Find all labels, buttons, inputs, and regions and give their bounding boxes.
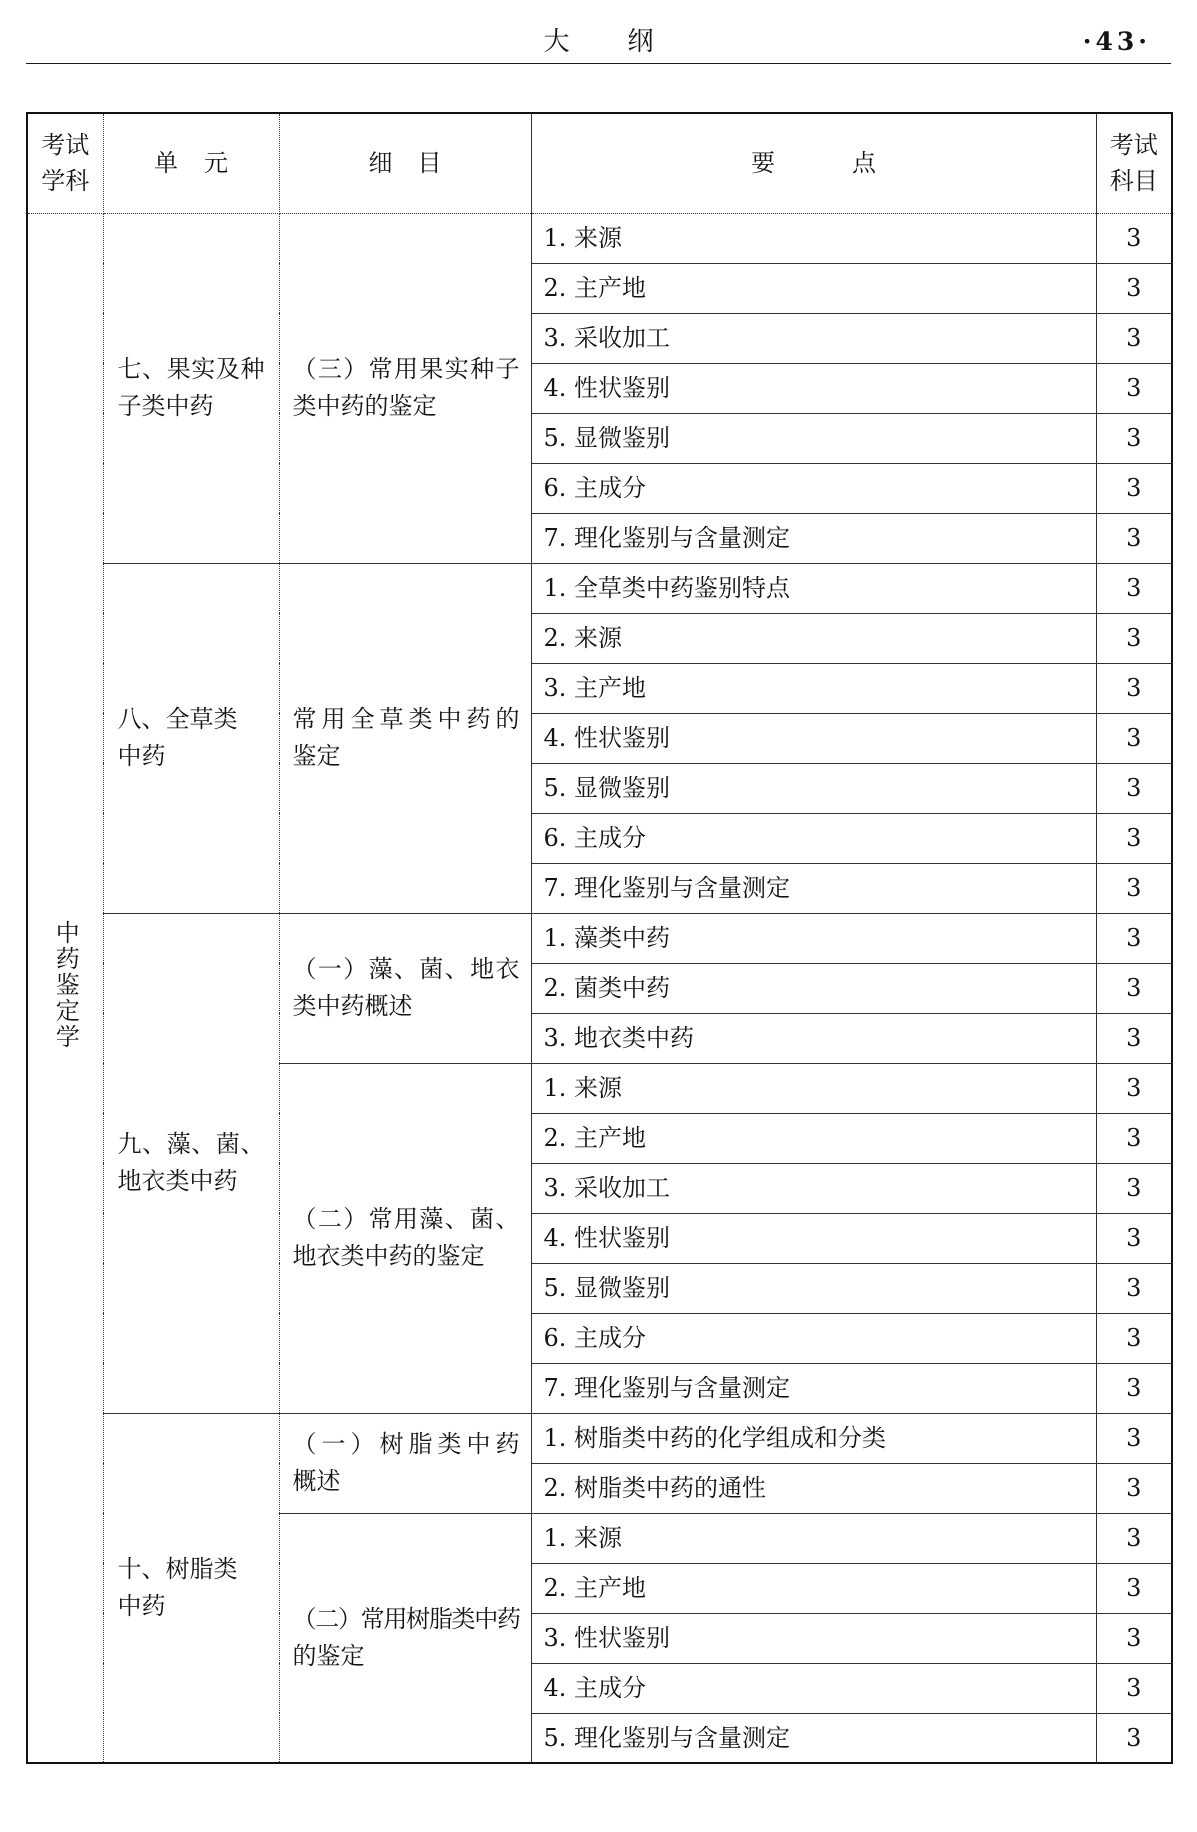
key-point: 4. 性状鉴别 bbox=[531, 363, 1096, 413]
column-header-exam-label: 考试科目 bbox=[1109, 131, 1158, 196]
exam-subject-value: 3 bbox=[1096, 1613, 1172, 1663]
key-point: 6. 主成分 bbox=[531, 1313, 1096, 1363]
key-point: 3. 性状鉴别 bbox=[531, 1613, 1096, 1663]
column-header-unit-label: 单元 bbox=[154, 149, 254, 178]
column-header-detail-label: 细目 bbox=[368, 149, 467, 178]
unit-name-line: 十、树脂类 bbox=[117, 1554, 238, 1583]
syllabus-table bbox=[26, 112, 1173, 1764]
exam-subject-value: 3 bbox=[1096, 1263, 1172, 1313]
key-point: 2. 主产地 bbox=[531, 263, 1096, 313]
exam-subject-value: 3 bbox=[1096, 713, 1172, 763]
page-title bbox=[26, 26, 1171, 58]
key-point: 3. 采收加工 bbox=[531, 313, 1096, 363]
key-point: 5. 显微鉴别 bbox=[531, 763, 1096, 813]
detail-name-line: （一）藻、菌、地衣 bbox=[292, 955, 520, 983]
table-body bbox=[27, 213, 1172, 1763]
exam-subject-value: 3 bbox=[1096, 313, 1172, 363]
key-point: 3. 地衣类中药 bbox=[531, 1013, 1096, 1063]
detail-name-line: （三）常用果实种子 bbox=[292, 355, 520, 383]
exam-subject-value: 3 bbox=[1096, 1163, 1172, 1213]
key-point: 6. 主成分 bbox=[531, 813, 1096, 863]
table-row bbox=[27, 913, 1172, 963]
exam-subject-value: 3 bbox=[1096, 763, 1172, 813]
detail-cell bbox=[279, 1513, 531, 1763]
detail-cell bbox=[279, 563, 531, 913]
unit-cell bbox=[103, 913, 279, 1413]
table-row bbox=[27, 1413, 1172, 1463]
exam-subject-value: 3 bbox=[1096, 813, 1172, 863]
unit-name-line: 子类中药 bbox=[117, 392, 214, 420]
unit-cell bbox=[103, 1413, 279, 1763]
exam-subject-value: 3 bbox=[1096, 1313, 1172, 1363]
key-point: 1. 全草类中药鉴别特点 bbox=[531, 563, 1096, 613]
exam-subject-value: 3 bbox=[1096, 363, 1172, 413]
unit-name-line: 地衣类中药 bbox=[117, 1167, 238, 1195]
page-header bbox=[26, 0, 1171, 64]
detail-name-line: 类中药概述 bbox=[292, 992, 413, 1020]
subject-cell bbox=[27, 213, 103, 1763]
unit-cell bbox=[103, 213, 279, 563]
column-header-points bbox=[531, 113, 1096, 213]
key-point: 5. 显微鉴别 bbox=[531, 413, 1096, 463]
key-point: 3. 采收加工 bbox=[531, 1163, 1096, 1213]
unit-cell bbox=[103, 563, 279, 913]
key-point: 4. 性状鉴别 bbox=[531, 713, 1096, 763]
key-point: 2. 树脂类中药的通性 bbox=[531, 1463, 1096, 1513]
table-row bbox=[27, 213, 1172, 263]
table-head bbox=[27, 113, 1172, 213]
exam-subject-value: 3 bbox=[1096, 513, 1172, 563]
exam-subject-value: 3 bbox=[1096, 1513, 1172, 1563]
column-header-detail bbox=[279, 113, 531, 213]
column-header-exam bbox=[1096, 113, 1172, 213]
detail-cell bbox=[279, 213, 531, 563]
key-point: 7. 理化鉴别与含量测定 bbox=[531, 513, 1096, 563]
exam-subject-value: 3 bbox=[1096, 213, 1172, 263]
detail-cell bbox=[279, 913, 531, 1063]
page-number: ·43· bbox=[1082, 27, 1151, 56]
key-point: 2. 菌类中药 bbox=[531, 963, 1096, 1013]
exam-subject-value: 3 bbox=[1096, 1713, 1172, 1763]
exam-subject-value: 3 bbox=[1096, 1013, 1172, 1063]
detail-name-line: 鉴定 bbox=[292, 742, 341, 770]
exam-subject-value: 3 bbox=[1096, 663, 1172, 713]
unit-name-line: 中药 bbox=[117, 742, 166, 770]
key-point: 1. 树脂类中药的化学组成和分类 bbox=[531, 1413, 1096, 1463]
unit-name-line: 中药 bbox=[117, 1591, 166, 1620]
unit-name-line: 八、全草类 bbox=[117, 705, 238, 733]
column-header-points-label: 要点 bbox=[751, 149, 953, 178]
exam-subject-value: 3 bbox=[1096, 1063, 1172, 1113]
unit-name-line: 七、果实及种 bbox=[117, 355, 265, 383]
detail-name-line: （二）常用树脂类中药 bbox=[292, 1604, 520, 1633]
key-point: 5. 理化鉴别与含量测定 bbox=[531, 1713, 1096, 1763]
detail-name-line: （二）常用藻、菌、 bbox=[292, 1205, 520, 1233]
key-point: 2. 主产地 bbox=[531, 1113, 1096, 1163]
key-point: 7. 理化鉴别与含量测定 bbox=[531, 1363, 1096, 1413]
page-title-text: 大纲 bbox=[543, 27, 712, 57]
key-point: 1. 来源 bbox=[531, 1513, 1096, 1563]
key-point: 2. 来源 bbox=[531, 613, 1096, 663]
detail-name-line: 地衣类中药的鉴定 bbox=[292, 1242, 485, 1270]
exam-subject-value: 3 bbox=[1096, 1663, 1172, 1713]
exam-subject-value: 3 bbox=[1096, 863, 1172, 913]
exam-subject-value: 3 bbox=[1096, 463, 1172, 513]
key-point: 1. 来源 bbox=[531, 213, 1096, 263]
key-point: 3. 主产地 bbox=[531, 663, 1096, 713]
detail-name-line: 常用全草类中药的 bbox=[292, 705, 520, 733]
unit-name-line: 九、藻、菌、 bbox=[117, 1130, 265, 1158]
exam-subject-value: 3 bbox=[1096, 1463, 1172, 1513]
key-point: 4. 主成分 bbox=[531, 1663, 1096, 1713]
subject-name: 中药鉴定学 bbox=[51, 919, 80, 1050]
column-header-subject-label: 考试学科 bbox=[41, 131, 90, 196]
exam-subject-value: 3 bbox=[1096, 1213, 1172, 1263]
detail-cell bbox=[279, 1413, 531, 1513]
detail-name-line: （一）树脂类中药 bbox=[292, 1430, 520, 1458]
key-point: 4. 性状鉴别 bbox=[531, 1213, 1096, 1263]
exam-subject-value: 3 bbox=[1096, 413, 1172, 463]
key-point: 6. 主成分 bbox=[531, 463, 1096, 513]
exam-subject-value: 3 bbox=[1096, 1563, 1172, 1613]
detail-cell bbox=[279, 1063, 531, 1413]
exam-subject-value: 3 bbox=[1096, 1413, 1172, 1463]
exam-subject-value: 3 bbox=[1096, 1363, 1172, 1413]
table-row bbox=[27, 563, 1172, 613]
key-point: 1. 藻类中药 bbox=[531, 913, 1096, 963]
detail-name-line: 类中药的鉴定 bbox=[292, 392, 437, 420]
exam-subject-value: 3 bbox=[1096, 913, 1172, 963]
detail-name-line: 的鉴定 bbox=[292, 1641, 365, 1670]
exam-subject-value: 3 bbox=[1096, 963, 1172, 1013]
column-header-unit bbox=[103, 113, 279, 213]
exam-subject-value: 3 bbox=[1096, 263, 1172, 313]
key-point: 7. 理化鉴别与含量测定 bbox=[531, 863, 1096, 913]
exam-subject-value: 3 bbox=[1096, 1113, 1172, 1163]
column-header-subject bbox=[27, 113, 103, 213]
key-point: 1. 来源 bbox=[531, 1063, 1096, 1113]
exam-subject-value: 3 bbox=[1096, 563, 1172, 613]
key-point: 5. 显微鉴别 bbox=[531, 1263, 1096, 1313]
exam-subject-value: 3 bbox=[1096, 613, 1172, 663]
key-point: 2. 主产地 bbox=[531, 1563, 1096, 1613]
detail-name-line: 概述 bbox=[292, 1467, 341, 1495]
table-header-row bbox=[27, 113, 1172, 213]
